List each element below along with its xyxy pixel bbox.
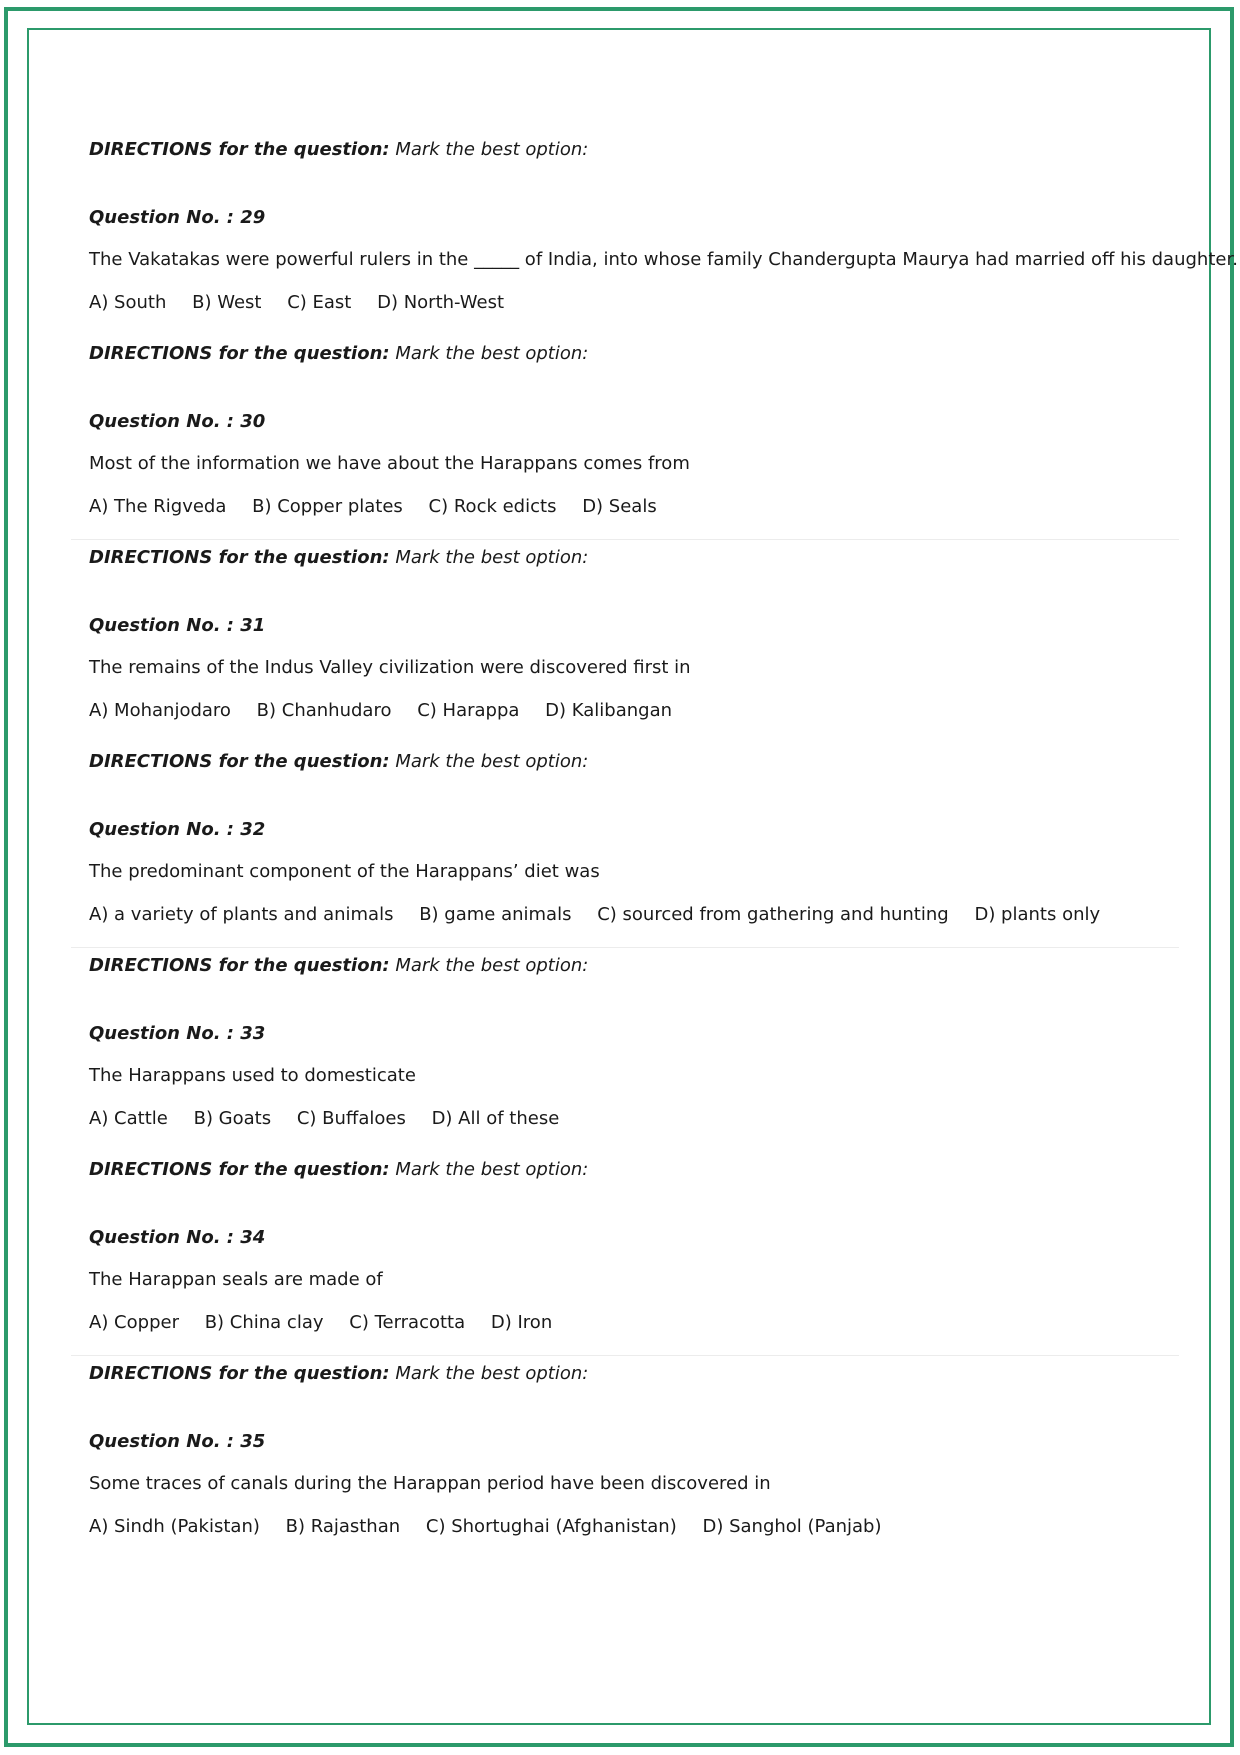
question-number: Question No. : 34: [89, 1227, 266, 1248]
directions-lead: DIRECTIONS for the question:: [89, 547, 390, 568]
option-a: A) South: [89, 292, 167, 313]
directions-text: Mark the best option:: [395, 139, 589, 160]
option-c: C) Buffaloes: [296, 1108, 406, 1129]
directions: [89, 954, 588, 978]
question-text: The Vakatakas were powerful rulers in the _____ of India, into whose family Chandergupta Maurya had married off his daughter.: [89, 249, 1238, 270]
option-b: B) China clay: [204, 1312, 324, 1333]
directions-text: Mark the best option:: [395, 547, 589, 568]
directions-lead: DIRECTIONS for the question:: [89, 1159, 390, 1180]
question-block-32: [89, 750, 1169, 954]
answer-options: [89, 699, 692, 723]
question-text: Most of the information we have about the Harappans comes from: [89, 453, 690, 474]
option-b: B) West: [192, 292, 262, 313]
directions: [89, 1158, 588, 1182]
directions-text: Mark the best option:: [395, 955, 589, 976]
directions-lead: DIRECTIONS for the question:: [89, 343, 390, 364]
directions-lead: DIRECTIONS for the question:: [89, 139, 390, 160]
directions-lead: DIRECTIONS for the question:: [89, 751, 390, 772]
question-number: Question No. : 32: [89, 819, 266, 840]
option-d: D) Kalibangan: [545, 700, 673, 721]
option-c: C) East: [287, 292, 352, 313]
option-a: A) The Rigveda: [89, 496, 227, 517]
option-d: D) plants only: [974, 904, 1101, 925]
answer-options: [89, 291, 524, 315]
directions: [89, 546, 588, 570]
question-text: The Harappans used to domesticate: [89, 1065, 416, 1086]
question-block-33: [89, 954, 1169, 1158]
question-number: Question No. : 30: [89, 411, 266, 432]
option-a: A) Cattle: [89, 1108, 168, 1129]
directions-lead: DIRECTIONS for the question:: [89, 955, 390, 976]
question-block-34: [89, 1158, 1169, 1362]
question-number: Question No. : 29: [89, 207, 266, 228]
directions-text: Mark the best option:: [395, 751, 589, 772]
option-a: A) Copper: [89, 1312, 179, 1333]
option-d: D) Seals: [582, 496, 657, 517]
question-list: [89, 138, 1238, 1566]
option-d: D) Sanghol (Panjab): [702, 1516, 882, 1537]
directions-text: Mark the best option:: [395, 1159, 589, 1180]
directions-text: Mark the best option:: [395, 343, 589, 364]
option-c: C) Harappa: [417, 700, 520, 721]
option-d: D) North-West: [377, 292, 505, 313]
option-b: B) Goats: [193, 1108, 272, 1129]
option-d: D) Iron: [490, 1312, 553, 1333]
directions-text: Mark the best option:: [395, 1363, 589, 1384]
question-number: Question No. : 33: [89, 1023, 266, 1044]
answer-options: [89, 1515, 902, 1539]
directions: [89, 1362, 588, 1386]
question-block-30: [89, 342, 1169, 546]
option-c: C) Rock edicts: [428, 496, 557, 517]
option-c: C) Shortughai (Afghanistan): [425, 1516, 677, 1537]
directions: [89, 750, 588, 774]
question-text: Some traces of canals during the Harappan period have been discovered in: [89, 1473, 771, 1494]
question-text: The remains of the Indus Valley civilization were discovered first in: [89, 657, 691, 678]
question-block-35: [89, 1362, 1169, 1566]
answer-options: [89, 495, 677, 519]
directions: [89, 138, 588, 162]
option-b: B) Copper plates: [252, 496, 403, 517]
answer-options: [89, 1107, 579, 1131]
option-a: A) Mohanjodaro: [89, 700, 231, 721]
option-d: D) All of these: [431, 1108, 560, 1129]
divider: [71, 1355, 1179, 1356]
option-a: A) a variety of plants and animals: [89, 904, 394, 925]
option-b: B) game animals: [419, 904, 572, 925]
question-text: The Harappan seals are made of: [89, 1269, 383, 1290]
answer-options: [89, 1311, 572, 1335]
divider: [71, 947, 1179, 948]
directions: [89, 342, 588, 366]
question-block-31: [89, 546, 1169, 750]
divider: [71, 539, 1179, 540]
question-block-29: [89, 138, 1238, 342]
option-b: B) Chanhudaro: [256, 700, 392, 721]
answer-options: [89, 903, 1120, 927]
question-text: The predominant component of the Harappans’ diet was: [89, 861, 600, 882]
directions-lead: DIRECTIONS for the question:: [89, 1363, 390, 1384]
question-number: Question No. : 31: [89, 615, 266, 636]
option-c: C) sourced from gathering and hunting: [597, 904, 949, 925]
option-c: C) Terracotta: [349, 1312, 466, 1333]
option-b: B) Rajasthan: [285, 1516, 401, 1537]
option-a: A) Sindh (Pakistan): [89, 1516, 260, 1537]
question-number: Question No. : 35: [89, 1431, 266, 1452]
